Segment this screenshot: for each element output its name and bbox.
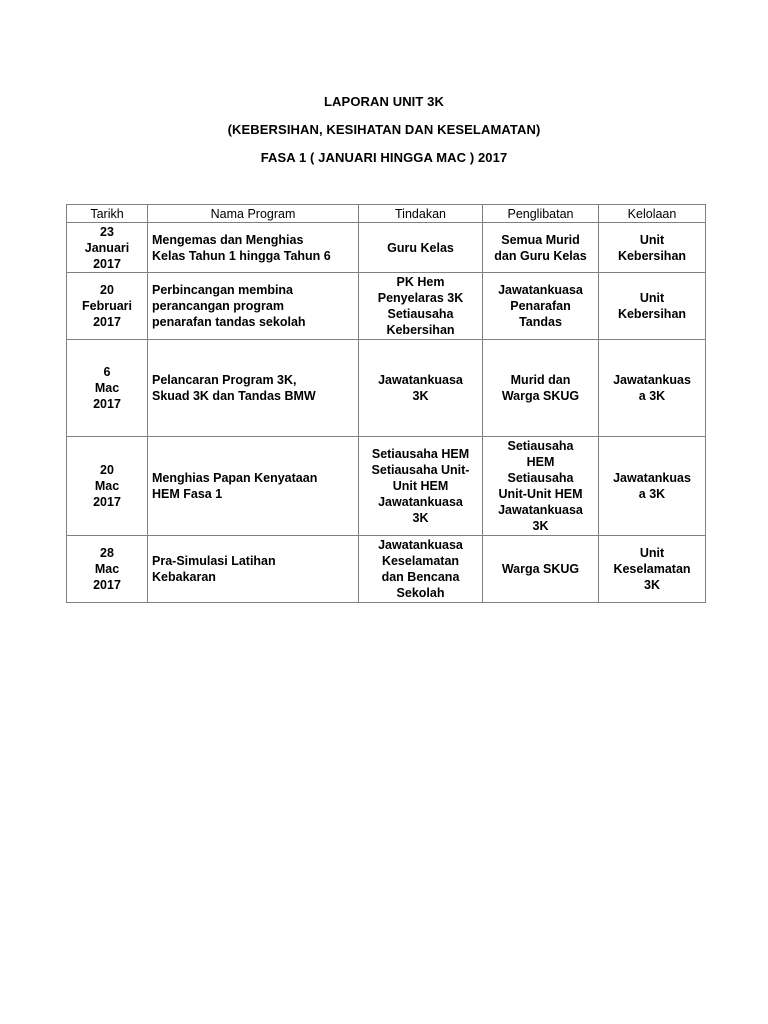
report-title: LAPORAN UNIT 3K: [324, 94, 444, 109]
cell-nama-program: Menghias Papan Kenyataan HEM Fasa 1: [148, 437, 359, 536]
cell-nama-program: Pra-Simulasi Latihan Kebakaran: [148, 536, 359, 603]
cell-tindakan: Jawatankuasa 3K: [359, 340, 483, 437]
cell-tarikh: 20 Mac 2017: [67, 437, 148, 536]
cell-kelolaan: Unit Keselamatan 3K: [599, 536, 706, 603]
cell-kelolaan: Unit Kebersihan: [599, 273, 706, 340]
cell-kelolaan: Jawatankuas a 3K: [599, 340, 706, 437]
cell-penglibatan: Murid dan Warga SKUG: [483, 340, 599, 437]
table-row: [67, 273, 706, 340]
cell-tindakan: Jawatankuasa Keselamatan dan Bencana Sekolah: [359, 536, 483, 603]
cell-tindakan: Guru Kelas: [359, 223, 483, 273]
table-row: [67, 437, 706, 536]
cell-tindakan: Setiausaha HEM Setiausaha Unit- Unit HEM Jawatankuasa 3K: [359, 437, 483, 536]
header-penglibatan: Penglibatan: [483, 205, 599, 223]
cell-tarikh: 6 Mac 2017: [67, 340, 148, 437]
report-subtitle: (KEBERSIHAN, KESIHATAN DAN KESELAMATAN): [227, 122, 541, 137]
program-table: [66, 204, 706, 603]
table-header-row: [67, 205, 706, 223]
cell-kelolaan: Jawatankuas a 3K: [599, 437, 706, 536]
header-tarikh: Tarikh: [67, 205, 148, 223]
table-row: [67, 536, 706, 603]
cell-nama-program: Perbincangan membina perancangan program penarafan tandas sekolah: [148, 273, 359, 340]
cell-tarikh: 23 Januari 2017: [67, 223, 148, 273]
cell-nama-program: Mengemas dan Menghias Kelas Tahun 1 hingga Tahun 6: [148, 223, 359, 273]
cell-kelolaan: Unit Kebersihan: [599, 223, 706, 273]
table-row: [67, 223, 706, 273]
cell-penglibatan: Semua Murid dan Guru Kelas: [483, 223, 599, 273]
cell-penglibatan: Warga SKUG: [483, 536, 599, 603]
report-phase: FASA 1 ( JANUARI HINGGA MAC ) 2017: [260, 150, 508, 165]
header-nama-program: Nama Program: [148, 205, 359, 223]
header-tindakan: Tindakan: [359, 205, 483, 223]
header-kelolaan: Kelolaan: [599, 205, 706, 223]
cell-tarikh: 28 Mac 2017: [67, 536, 148, 603]
cell-penglibatan: Setiausaha HEM Setiausaha Unit-Unit HEM Jawatankuasa 3K: [483, 437, 599, 536]
cell-nama-program: Pelancaran Program 3K, Skuad 3K dan Tandas BMW: [148, 340, 359, 437]
table-row: [67, 340, 706, 437]
cell-tarikh: 20 Februari 2017: [67, 273, 148, 340]
cell-penglibatan: Jawatankuasa Penarafan Tandas: [483, 273, 599, 340]
cell-tindakan: PK Hem Penyelaras 3K Setiausaha Kebersihan: [359, 273, 483, 340]
